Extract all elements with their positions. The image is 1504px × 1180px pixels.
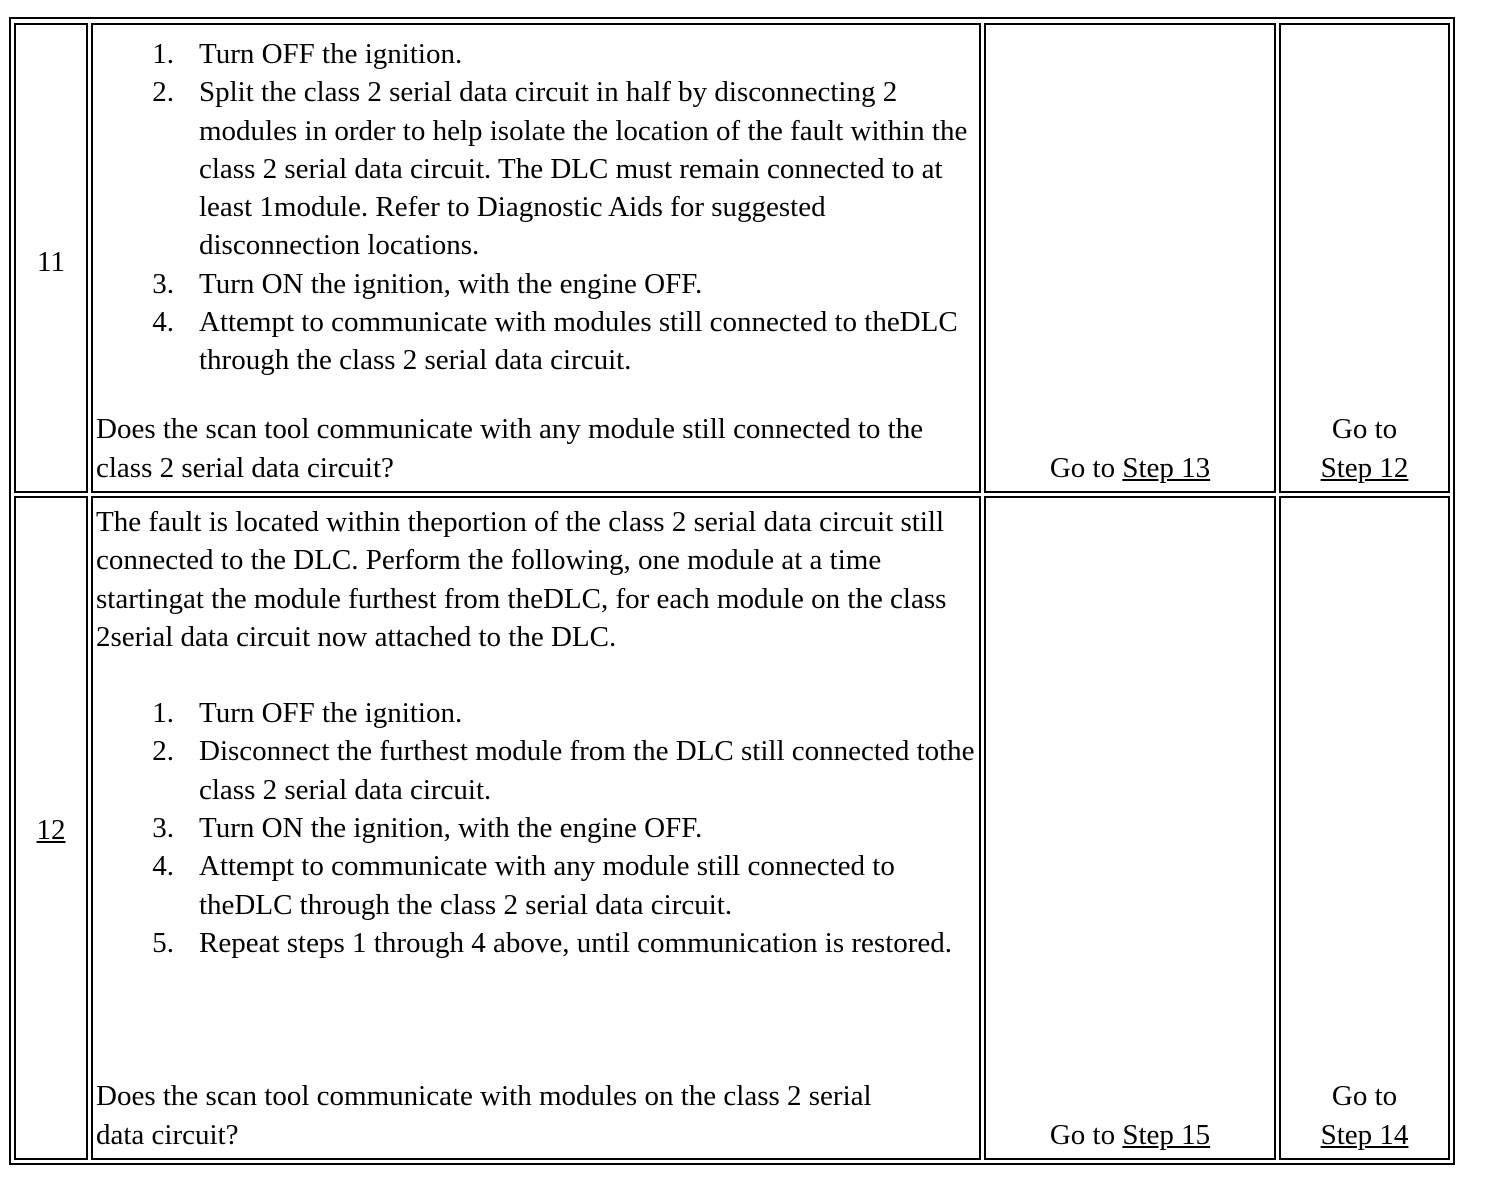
yes-result: Go to Step 13 (1049, 451, 1211, 484)
list-item: 1. Turn OFF the ignition. (152, 697, 463, 730)
step-number: 11 (37, 246, 65, 278)
procedure-list (96, 694, 977, 962)
step-15-link[interactable]: Step 15 (1122, 1118, 1211, 1151)
list-item: 3. Turn ON the ignition, with the engine OFF. (152, 812, 703, 845)
procedure-list (96, 35, 977, 380)
question-text: Does the scan tool communicate with any module still connected to the class 2 serial data circuit? (96, 413, 924, 484)
list-item: 5. Repeat steps 1 through 4 above, until communication is restored. (152, 926, 953, 959)
list-item: 2. Split the class 2 serial data circuit in half by disconnecting 2 modules in order to help isolate the location of the fault within the class 2 serial data circuit. The DLC must remain connected to at least 1module. Refer to Diagnostic Aids for suggested disconnection locations. (152, 76, 968, 262)
step-number-cell (14, 496, 88, 1160)
step-12-link[interactable]: Step 12 (1320, 451, 1409, 484)
action-cell (91, 496, 981, 1160)
yes-result: Go to Step 15 (1049, 1118, 1211, 1151)
no-result: Go to Step 12 (1281, 410, 1448, 487)
no-result-cell (1279, 23, 1450, 493)
question-text: Does the scan tool communicate with modules on the class 2 serial data circuit? (96, 1080, 872, 1151)
step-number-link[interactable]: 12 (36, 814, 66, 846)
step-13-link[interactable]: Step 13 (1122, 451, 1211, 484)
step-14-link[interactable]: Step 14 (1320, 1118, 1409, 1151)
list-item: 1. Turn OFF the ignition. (152, 38, 463, 70)
no-result: Go to Step 14 (1281, 1077, 1448, 1154)
list-item: 2. Disconnect the furthest module from the DLC still connected tothe class 2 serial data circuit. (152, 735, 975, 806)
no-result-cell (1279, 496, 1450, 1160)
step-number-cell (14, 23, 88, 493)
action-cell (91, 23, 981, 493)
yes-result-cell (984, 23, 1276, 493)
intro-text: The fault is located within theportion of the class 2 serial data circuit still connected to the DLC. Perform the following, one module at a time startingat the module furthest from theDLC, for each module on the class 2serial data circuit now attached to the DLC. (96, 506, 947, 653)
list-item: 4. Attempt to communicate with any module still connected to theDLC through the class 2 serial data circuit. (152, 850, 895, 921)
list-item: 4. Attempt to communicate with modules still connected to theDLC through the class 2 serial data circuit. (152, 306, 958, 377)
list-item: 3. Turn ON the ignition, with the engine OFF. (152, 267, 703, 300)
yes-result-cell (984, 496, 1276, 1160)
